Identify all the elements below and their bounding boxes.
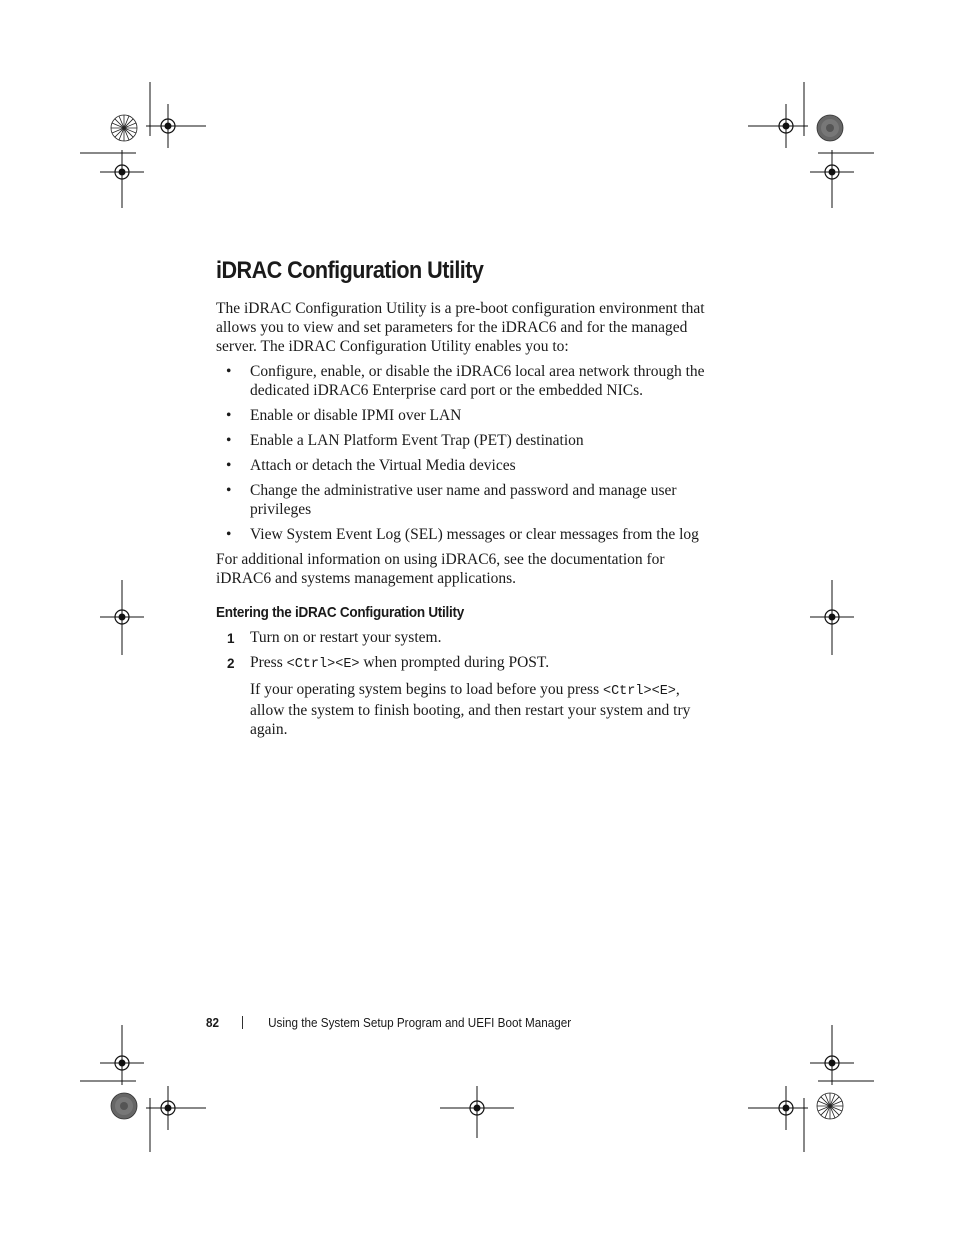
running-title: Using the System Setup Program and UEFI Boot Manager: [268, 1015, 572, 1030]
footer-divider: [242, 1016, 243, 1029]
step-text: Turn on or restart your system.: [250, 629, 442, 646]
section-heading: Entering the iDRAC Configuration Utility: [216, 604, 464, 621]
bullet-icon: •: [226, 526, 232, 543]
additional-info-paragraph: For additional information on using iDRAC6, see the documentation for iDRAC6 and systems management applications.: [216, 551, 665, 587]
main-content: [216, 255, 716, 739]
key-combo: <Ctrl><E>: [602, 684, 676, 699]
list-item: [216, 406, 716, 425]
bullet-icon: •: [226, 363, 232, 380]
list-item-text: View System Event Log (SEL) messages or clear messages from the log: [250, 526, 699, 543]
feature-list: [216, 362, 716, 544]
step-note-pre: If your operating system begins to load before you press: [250, 681, 603, 698]
step-item: [216, 653, 716, 674]
list-item: [216, 525, 716, 544]
step-number: 2: [227, 656, 235, 671]
step-text-pre: Press: [250, 654, 287, 671]
key-combo: <Ctrl><E>: [286, 657, 360, 672]
page-footer: [206, 1015, 571, 1030]
bullet-icon: •: [226, 457, 232, 474]
list-item-text: Enable or disable IPMI over LAN: [250, 407, 462, 424]
list-item-text: Attach or detach the Virtual Media devices: [250, 457, 516, 474]
list-item: [216, 362, 716, 400]
list-item-text: Enable a LAN Platform Event Trap (PET) destination: [250, 432, 584, 449]
step-number: 1: [227, 631, 235, 646]
list-item: [216, 481, 716, 519]
step-note: [216, 680, 716, 739]
step-note-post: , allow the system to finish booting, and then restart your system and try again.: [250, 681, 691, 738]
bullet-icon: •: [226, 407, 232, 424]
list-item: [216, 431, 716, 450]
list-item-text: Configure, enable, or disable the iDRAC6 local area network through the dedicated iDRAC6 Enterprise card port or the embedded NICs.: [250, 363, 705, 399]
list-item: [216, 456, 716, 475]
page-number: 82: [206, 1015, 220, 1030]
intro-paragraph: The iDRAC Configuration Utility is a pre-boot configuration environment that allows you to view and set parameters for the iDRAC6 and for the managed server. The iDRAC Configuration Utility enables you to:: [216, 300, 705, 355]
steps-list: [216, 628, 716, 674]
bullet-icon: •: [226, 482, 232, 499]
step-text-post: when prompted during POST.: [359, 654, 550, 671]
page-title: iDRAC Configuration Utility: [216, 257, 484, 284]
step-item: [216, 628, 716, 647]
list-item-text: Change the administrative user name and password and manage user privileges: [250, 482, 677, 518]
bullet-icon: •: [226, 432, 232, 449]
